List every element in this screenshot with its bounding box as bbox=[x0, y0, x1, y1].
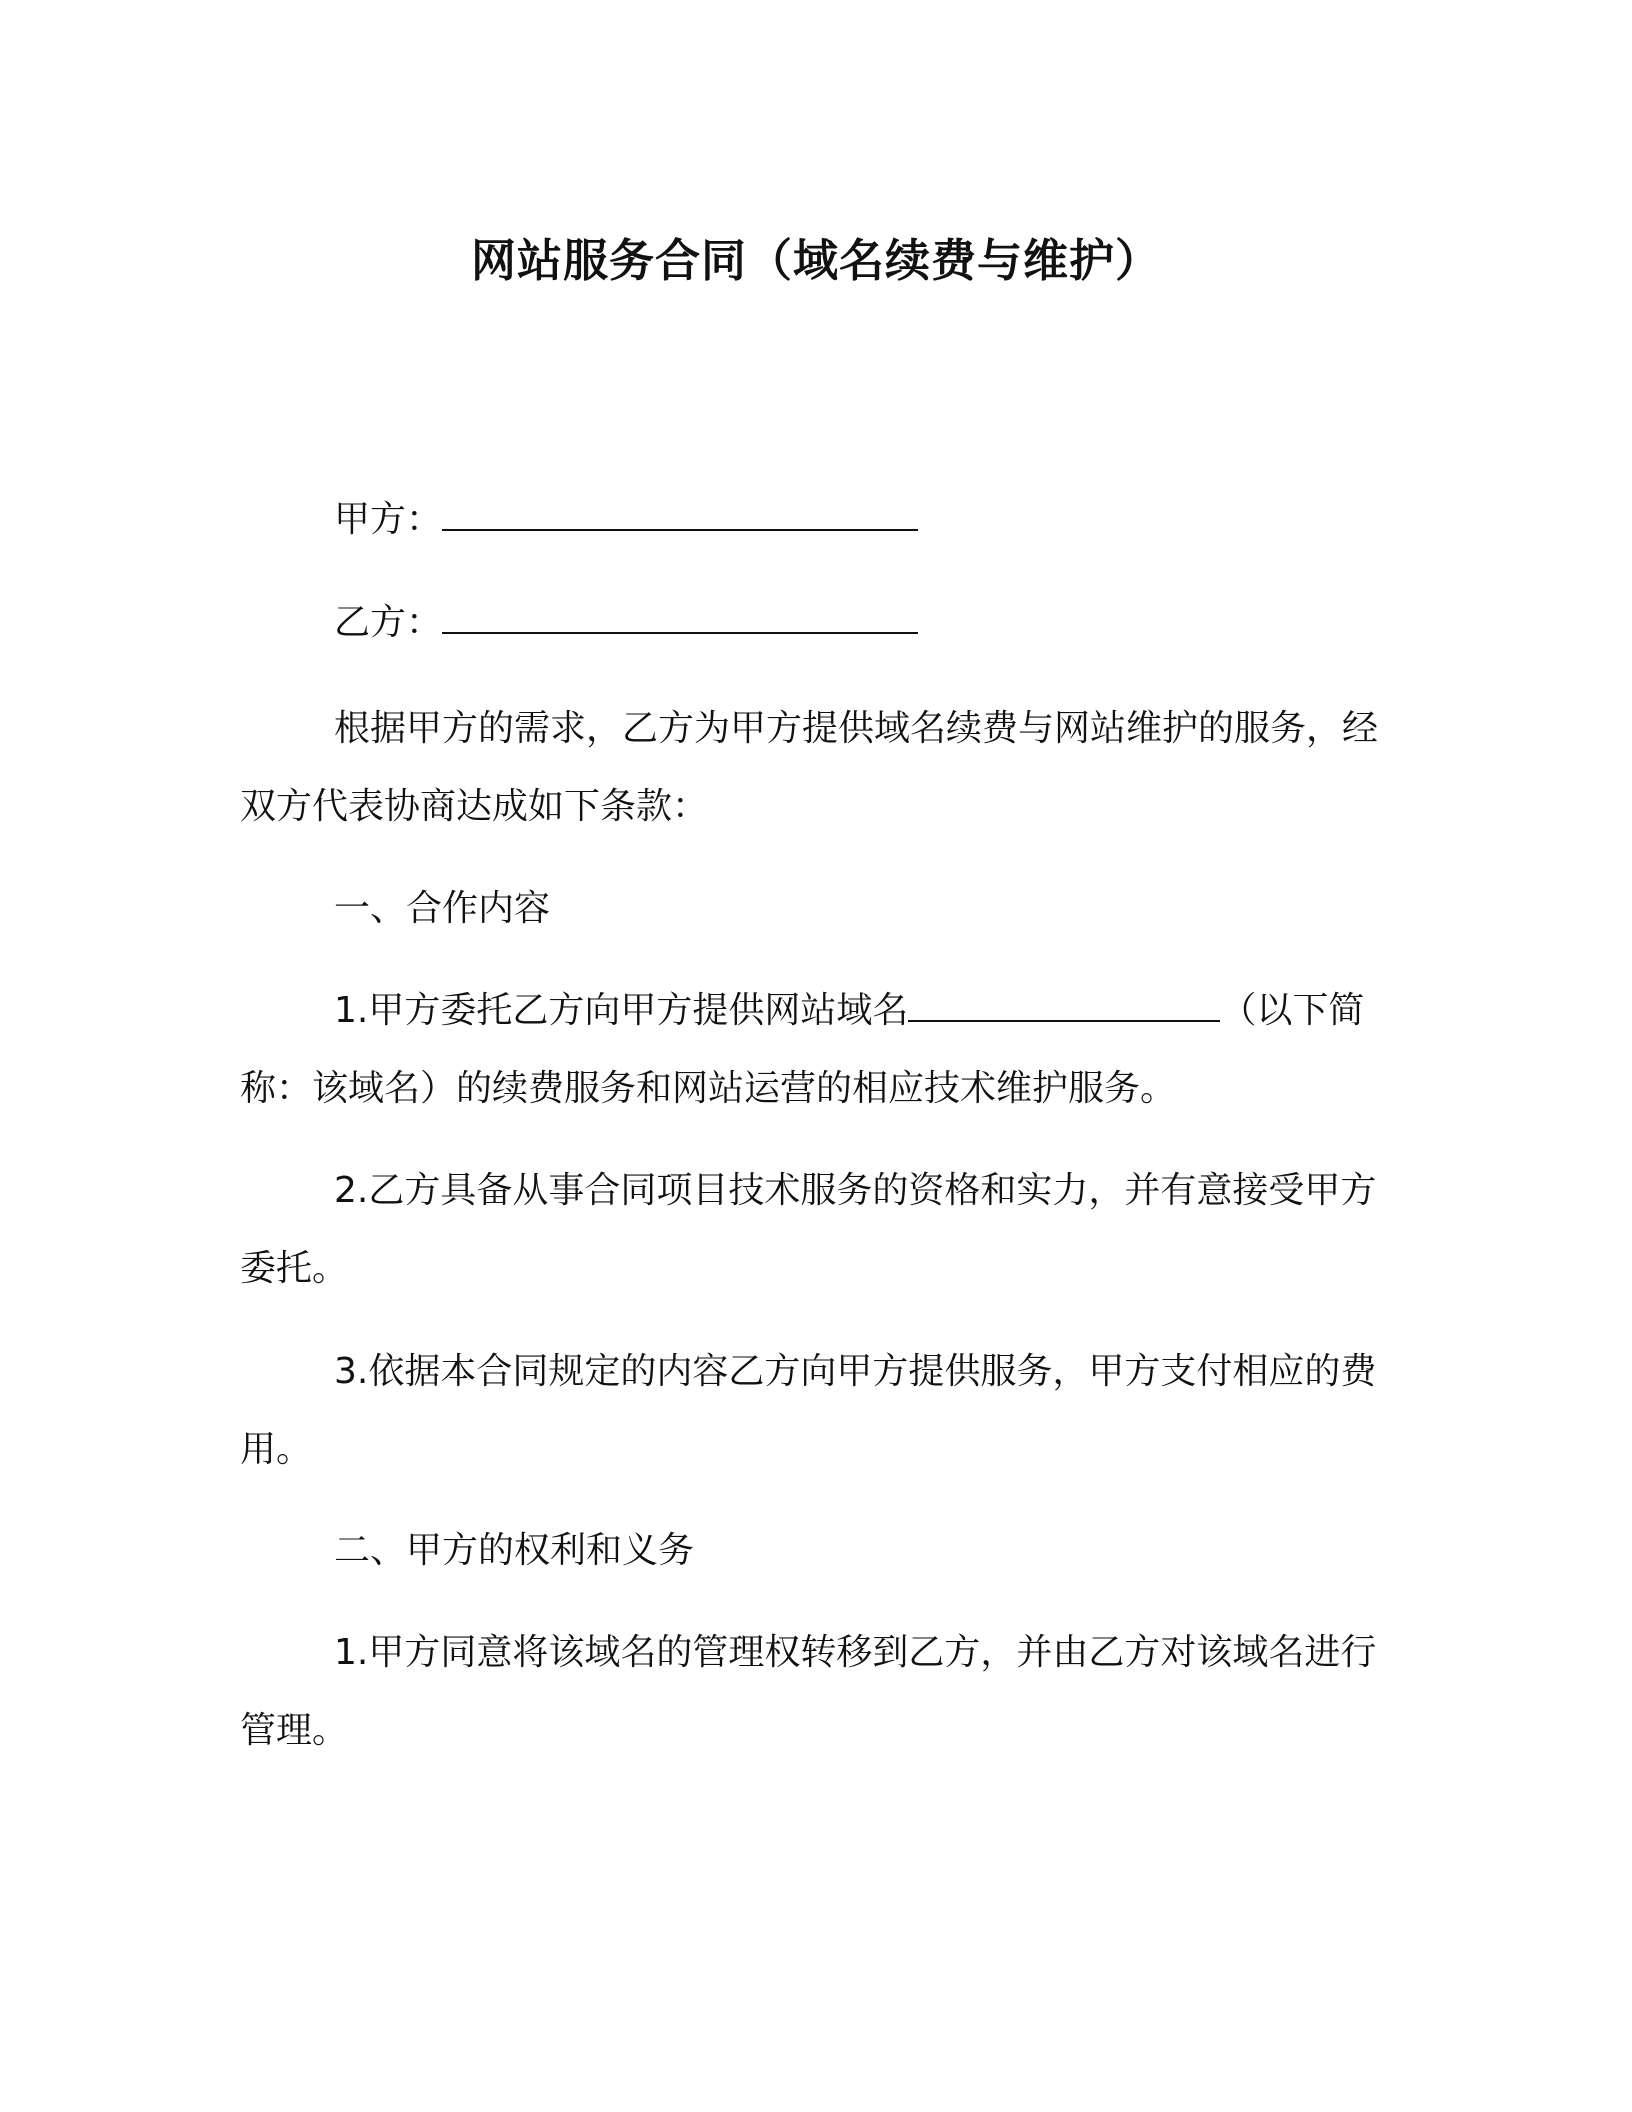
clause-2-1: 1.甲方同意将该域名的管理权转移到乙方，并由乙方对该域名进行管理。 bbox=[240, 1632, 1377, 1751]
clause-1-1-part1: 1.甲方委托乙方向甲方提供网站域名 bbox=[334, 990, 909, 1031]
document-title: 网站服务合同（域名续费与维护） bbox=[470, 234, 1161, 287]
section1-heading: 一、合作内容 bbox=[334, 888, 551, 929]
clause-1-1 bbox=[240, 972, 1380, 1128]
clause-1-1-part2: （以下简称：该域名）的续费服务和网站运营的相应技术维护服务。 bbox=[240, 990, 1365, 1109]
clause-1-2: 2.乙方具备从事合同项目技术服务的资格和实力，并有意接受甲方委托。 bbox=[240, 1170, 1377, 1289]
party-b-label: 乙方： bbox=[334, 602, 443, 643]
party-a-line bbox=[334, 481, 1474, 559]
intro-paragraph: 根据甲方的需求，乙方为甲方提供域名续费与网站维护的服务，经双方代表协商达成如下条款： bbox=[240, 708, 1379, 827]
domain-blank bbox=[908, 994, 1220, 1022]
clause-1-3: 3.依据本合同规定的内容乙方向甲方提供服务，甲方支付相应的费用。 bbox=[240, 1351, 1377, 1470]
party-b-blank bbox=[442, 606, 918, 634]
party-a-label: 甲方： bbox=[334, 499, 443, 540]
party-b-line bbox=[334, 584, 1474, 662]
section2-heading: 二、甲方的权利和义务 bbox=[334, 1530, 695, 1571]
party-a-blank bbox=[442, 503, 918, 531]
